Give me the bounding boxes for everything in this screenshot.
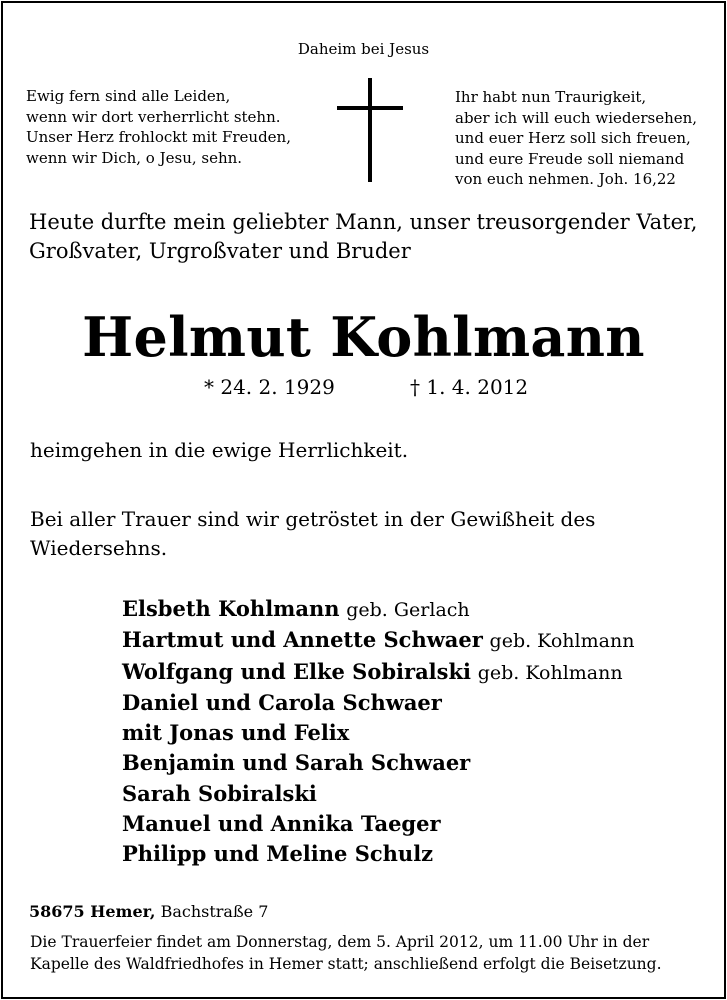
poem-left-line: Ewig fern sind alle Leiden, — [26, 87, 231, 105]
heimgang-line: heimgehen in die ewige Herrlichkeit. — [30, 438, 409, 462]
mourner-entry — [122, 625, 634, 656]
mourner-suffix: geb. Kohlmann — [477, 661, 623, 684]
mourner-entry — [122, 688, 634, 718]
mourner-entry — [122, 779, 634, 809]
mourner-entry — [122, 809, 634, 839]
mourner-name: Daniel und Carola Schwaer — [122, 689, 442, 715]
poem-right-line: Ihr habt nun Traurigkeit, — [455, 88, 647, 106]
mourner-name: Wolfgang und Elke Sobiralski — [122, 658, 472, 684]
mourner-name: Sarah Sobiralski — [122, 780, 317, 806]
mourner-entry — [122, 657, 634, 688]
mourner-name: Manuel und Annika Taeger — [122, 811, 441, 837]
poem-right-line: von euch nehmen. Joh. 16,22 — [455, 170, 676, 188]
poem-right — [455, 87, 697, 190]
funeral-line: Kapelle des Waldfriedhofes in Hemer statt; anschließend erfolgt die Beisetzung. — [30, 954, 662, 973]
consolation-text — [30, 505, 595, 563]
consolation-line: Wiedersehns. — [30, 536, 168, 560]
cross-horizontal-bar — [337, 106, 403, 110]
mourner-entry — [122, 839, 634, 869]
mourner-name: Philipp und Meline Schulz — [122, 841, 434, 867]
mourners-list — [122, 594, 634, 870]
mourner-suffix: geb. Kohlmann — [489, 630, 635, 653]
intro-line: Heute durfte mein geliebter Mann, unser treusorgender Vater, — [29, 210, 698, 234]
mourner-name: Elsbeth Kohlmann — [122, 596, 340, 621]
funeral-info — [30, 932, 662, 975]
address-city: 58675 Hemer, — [29, 902, 156, 921]
mourner-name: Hartmut und Annette Schwaer — [122, 627, 483, 653]
poem-right-line: aber ich will euch wiedersehen, — [455, 108, 698, 127]
latin-cross-icon — [337, 78, 403, 182]
poem-right-line: und eure Freude soll niemand — [455, 149, 685, 168]
consolation-line: Bei aller Trauer sind wir getröstet in der Gewißheit des — [30, 507, 596, 531]
deceased-name: Helmut Kohlmann — [82, 305, 645, 369]
mourner-entry — [122, 718, 634, 748]
poem-right-line: und euer Herz soll sich freuen, — [455, 129, 691, 147]
poem-left-line: wenn wir dort verherrlicht stehn. — [26, 107, 281, 126]
cross-vertical-bar — [368, 78, 372, 182]
mourner-entry — [122, 594, 634, 625]
birth-date: * 24. 2. 1929 — [204, 375, 335, 399]
poem-left-line: Unser Herz frohlockt mit Freuden, — [26, 128, 291, 146]
death-date: † 1. 4. 2012 — [410, 375, 529, 399]
mourner-name: mit Jonas und Felix — [122, 720, 350, 746]
address-street: Bachstraße 7 — [160, 902, 269, 921]
header-line: Daheim bei Jesus — [297, 40, 430, 58]
address-line — [29, 902, 268, 921]
poem-left — [26, 86, 291, 168]
mourner-name: Benjamin und Sarah Schwaer — [122, 750, 471, 776]
intro-text — [29, 208, 697, 266]
mourner-suffix: geb. Gerlach — [346, 599, 470, 621]
intro-line: Großvater, Urgroßvater und Bruder — [29, 239, 411, 263]
poem-left-line: wenn wir Dich, o Jesu, sehn. — [26, 148, 243, 167]
mourner-entry — [122, 748, 634, 778]
funeral-line: Die Trauerfeier findet am Donnerstag, dem 5. April 2012, um 11.00 Uhr in der — [30, 933, 650, 951]
